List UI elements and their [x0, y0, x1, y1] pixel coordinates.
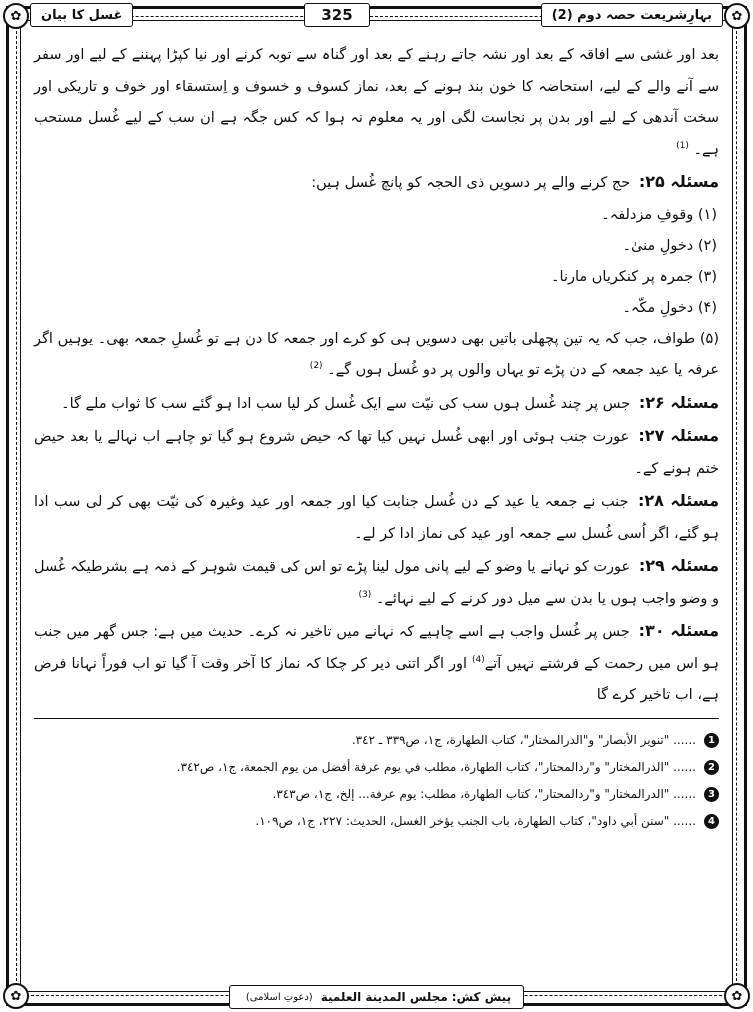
masala-text: واجب ہوں یا بدن سے میل دور کرنے کے لیے نہائے۔	[375, 590, 676, 607]
footnote-text: ...... "سنن أبي داود"، كتاب الطهارة، باب الجنب يؤخر الغسل، الحديث: ٢٢٧، ج١، ص١٠٩.	[255, 813, 696, 828]
masala-label: مسئلہ ۲۶:	[638, 392, 719, 412]
footnote-number: 3	[704, 787, 719, 802]
masala-label: مسئلہ ۲۹:	[638, 556, 719, 575]
masala-text: جس پر غُسل واجب ہے اسے چاہیے کہ نہانے میں تاخیر نہ کرے۔ حدیث میں ہے: جس گھر میں جنب ہو	[34, 624, 720, 672]
page-header	[30, 3, 723, 27]
masala-25	[34, 166, 719, 200]
masala-text: اس میں رحمت کے فرشتے نہیں آتے	[484, 655, 699, 672]
intro-line: کے لیے، استحاضہ کا خون بند ہونے کے بعد، نماز کسوف و خسوف و اِستسقاء اور خوف و تاریکی اور سخت آندھی کے لیے اور بدن پر	[34, 78, 720, 126]
masala-27	[34, 420, 719, 485]
masala-text: جنب نے جمعہ یا عید کے دن غُسل جنابت کیا اور جمعہ اور عید وغیرہ کی نیّت بھی کر لی سب ادا ہو گئے، اگر	[34, 494, 719, 542]
masala-text: اُسی غُسل سے جمعہ اور عید کی نماز ادا کر لے۔	[354, 525, 646, 542]
chapter-title: غسل کا بیان	[30, 3, 133, 27]
presenter-label: پیش کش:	[451, 990, 512, 1004]
book-title: بہارِشریعت حصہ دوم (2)	[541, 3, 723, 27]
footnote-divider	[34, 718, 719, 719]
footnote-text: ...... "الدرالمختار" و"ردالمحتار"، كتاب الطهارة، مطلب في يوم عرفة أفضل من يوم الجمعة، ج١، ص٣٤٢.	[176, 759, 696, 774]
footnote-text: ...... "الدرالمختار" و"ردالمحتار"، كتاب الطهارة، مطلب: يوم عرفة... إلخ، ج١، ص٣٤٣.	[272, 786, 696, 801]
publisher-box	[229, 985, 524, 1009]
masala-text: عورت جنب ہوئی اور ابھی غُسل نہیں کیا تھا کہ حیض شروع ہو گیا تو چاہے اب نہالے یا بعد حیض ختم	[34, 429, 719, 477]
masala-label: مسئلہ ۲۸:	[638, 491, 719, 510]
masala-text: جس پر چند غُسل ہوں سب کی نیّت سے ایک غُسل کر لیا سب ادا ہو گئے سب کا ثواب ملے گا۔	[61, 395, 631, 412]
footnote-number: 4	[704, 814, 719, 829]
footnote-text: ...... "تنوير الأبصار" و"الدرالمختار"، كتاب الطهارة، ج١، ص٣٣٩ ـ ٣٤٢.	[351, 732, 696, 747]
footnotes	[34, 727, 719, 835]
intro-line: نجاست لگی اور یہ معلوم نہ ہوا کہ کس جگہ ہے ان سب کے لیے غُسل مستحب ہے۔	[34, 110, 719, 158]
masala-29	[34, 550, 719, 615]
intro-paragraph	[34, 40, 719, 166]
footnote-ref: (2)	[309, 361, 323, 372]
item5-line: (۵) طواف، جب کہ یہ تین پچھلی باتیں بھی دسویں ہی کو کرے اور جمعہ کا دن ہے تو غُسلِ جمعہ بھی۔ یوہیں اگر عرفہ یا	[34, 330, 719, 378]
corner-ornament-icon: ✿	[3, 3, 29, 29]
list-item: (۱) وقوفِ مزدلفہ۔	[601, 206, 717, 223]
list-item-5	[34, 324, 719, 387]
corner-ornament-icon: ✿	[724, 3, 750, 29]
footnote	[34, 754, 719, 781]
list-item: (۳) جمرہ پر کنکریاں مارنا۔	[551, 268, 717, 285]
masala-26	[34, 387, 719, 421]
footnote	[34, 808, 719, 835]
masala-text: ہونے کے۔	[634, 460, 692, 477]
footnote-number: 1	[704, 733, 719, 748]
masala-label: مسئلہ ۳۰:	[638, 621, 720, 640]
intro-line: بعد اور غشی سے افاقہ کے بعد اور نشہ جاتے رہنے کے بعد اور گناہ سے توبہ کرنے اور نیا کپڑا پہننے کے لیے اور سفر سے آنے والے	[34, 47, 719, 95]
footnote-number: 2	[704, 760, 719, 775]
masala-28	[34, 485, 719, 550]
item5-line: عید جمعہ کے دن پڑے تو یہاں والوں پر دو غُسل ہوں گے۔	[327, 362, 670, 378]
page-number: 325	[304, 3, 369, 27]
masala-label: مسئلہ ۲۵:	[638, 172, 719, 191]
masala-text: عورت کو نہانے یا وضو کے لیے پانی مول لینا پڑے تو اس کی قیمت شوہر کے ذمہ ہے بشرطیکہ غُسل و وضو	[34, 559, 719, 607]
masala-text: اور اگر اتنی دیر کر چکا کہ نماز کا آخر وقت آ گیا تو اب فوراً نہانا فرض ہے، اب تاخیر کرے گا	[34, 655, 719, 703]
page-footer	[0, 985, 753, 1009]
footnote-ref: (4)	[472, 654, 485, 665]
main-text	[34, 40, 719, 835]
footnote	[34, 727, 719, 754]
masala-text: حج کرنے والے پر دسویں ذی الحجہ کو پانچ غُسل ہیں:	[311, 175, 631, 191]
corner-ornament-icon: ✿	[3, 983, 29, 1009]
footnote-ref: (1)	[676, 140, 689, 151]
list-item: (۲) دخولِ منیٰ۔	[622, 237, 717, 254]
corner-ornament-icon: ✿	[724, 983, 750, 1009]
publisher-note: (دعوتِ اسلامی)	[245, 991, 313, 1003]
footnote	[34, 781, 719, 808]
masala-30	[34, 615, 719, 712]
masala-label: مسئلہ ۲۷:	[638, 426, 720, 445]
footnote-ref: (3)	[358, 589, 372, 600]
publisher-name: مجلس المدینة العلمیة	[320, 990, 448, 1004]
list-item: (۴) دخولِ مکّہ۔	[622, 299, 717, 316]
